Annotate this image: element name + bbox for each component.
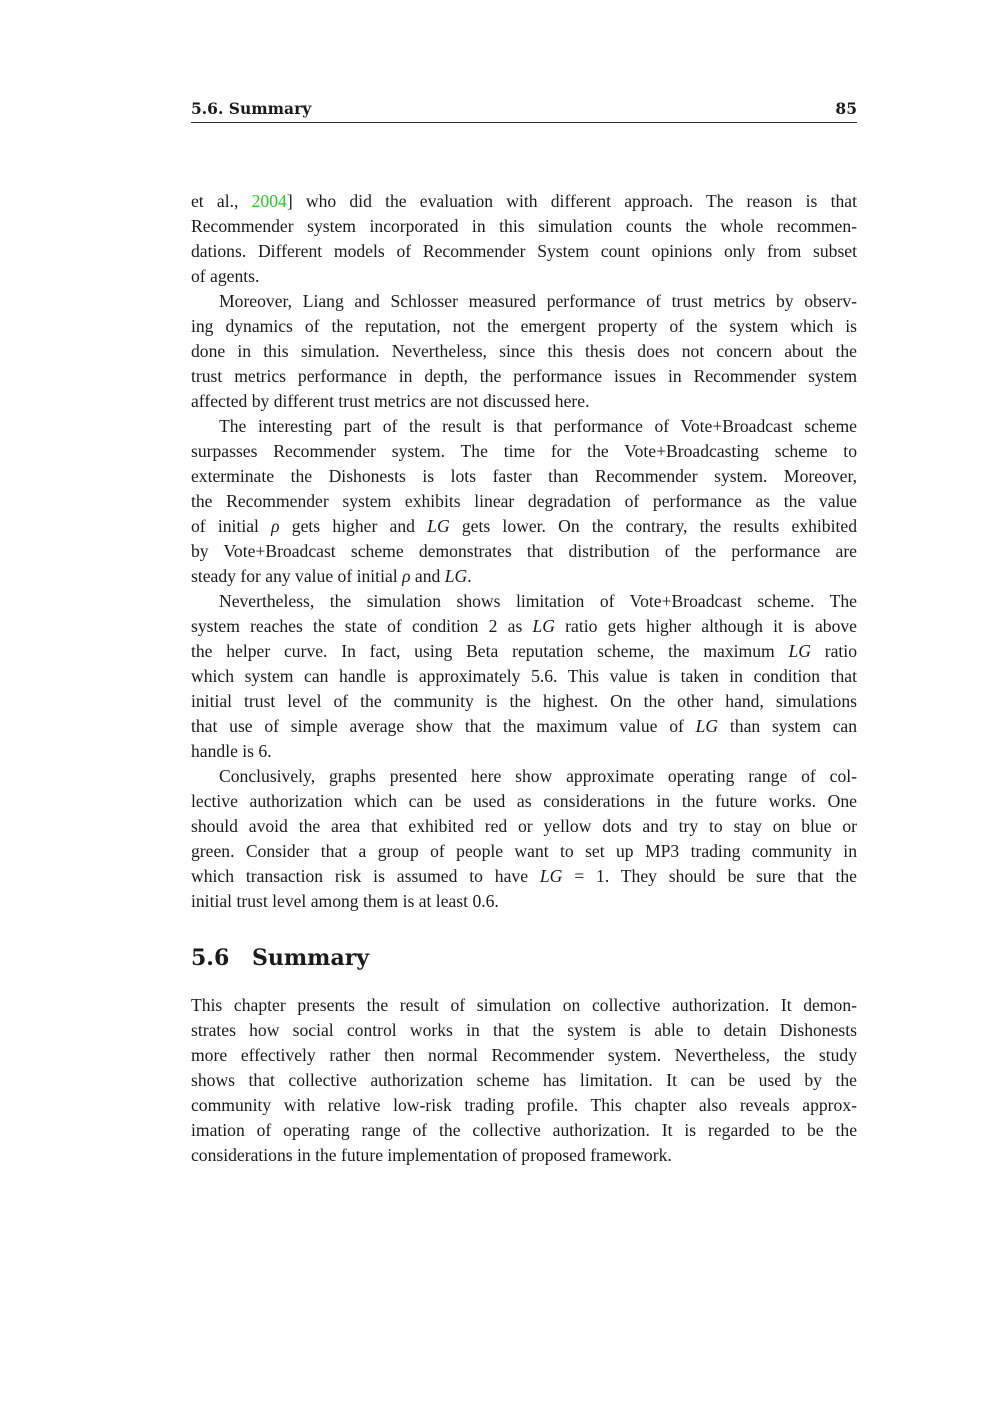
text-line: of initial ρ gets higher and LG gets lower. On the contrary, the results exhibited	[191, 516, 857, 536]
text-line: community with relative low-risk trading profile. This chapter also reveals approx-	[191, 1095, 857, 1115]
text-line: by Vote+Broadcast scheme demonstrates that distribution of the performance are	[191, 541, 857, 561]
text-line: initial trust level of the community is the highest. On the other hand, simulations	[191, 691, 857, 711]
paragraph	[191, 289, 857, 414]
running-header	[191, 98, 857, 123]
math-symbol: LG	[444, 566, 468, 586]
page-number: 85	[835, 99, 857, 118]
text-line: which system can handle is approximately 5.6. This value is taken in condition that	[191, 666, 857, 686]
text-line: strates how social control works in that the system is able to detain Dishonests	[191, 1020, 857, 1040]
text-line: done in this simulation. Nevertheless, since this thesis does not concern about the	[191, 341, 857, 361]
text-line: Conclusively, graphs presented here show approximate operating range of col-	[219, 766, 857, 786]
math-symbol: ρ	[402, 566, 411, 586]
paragraph	[191, 414, 857, 589]
text-line: should avoid the area that exhibited red or yellow dots and try to stay on blue or	[191, 816, 857, 836]
math-symbol: ρ	[271, 516, 280, 536]
running-header-section: 5.6. Summary	[191, 99, 312, 118]
text-line: green. Consider that a group of people want to set up MP3 trading community in	[191, 841, 857, 861]
math-symbol: LG	[532, 616, 555, 636]
text-line: Recommender system incorporated in this simulation counts the whole recommen-	[191, 216, 857, 236]
text-line: that use of simple average show that the maximum value of LG than system can	[191, 716, 857, 736]
math-symbol: LG	[695, 716, 719, 736]
text-line: handle is 6.	[191, 741, 272, 761]
text-line: more effectively rather then normal Recommender system. Nevertheless, the study	[191, 1045, 857, 1065]
paragraph	[191, 589, 857, 764]
text-line: exterminate the Dishonests is lots faster than Recommender system. Moreover,	[191, 466, 857, 486]
body-text	[191, 189, 857, 914]
text-line: The interesting part of the result is that performance of Vote+Broadcast scheme	[219, 416, 857, 436]
text-line: system reaches the state of condition 2 as LG ratio gets higher although it is above	[191, 616, 857, 636]
text-line: steady for any value of initial ρ and LG.	[191, 566, 472, 586]
text-line: the Recommender system exhibits linear degradation of performance as the value	[191, 491, 857, 511]
text-line: trust metrics performance in depth, the performance issues in Recommender system	[191, 366, 857, 386]
text-line: surpasses Recommender system. The time for the Vote+Broadcasting scheme to	[191, 441, 857, 461]
text-line: the helper curve. In fact, using Beta reputation scheme, the maximum LG ratio	[191, 641, 857, 661]
math-symbol: LG	[788, 641, 811, 661]
text-line: imation of operating range of the collective authorization. It is regarded to be the	[191, 1120, 857, 1140]
text-line: ing dynamics of the reputation, not the emergent property of the system which is	[191, 316, 857, 336]
section-heading	[191, 945, 369, 971]
paragraph	[191, 189, 857, 289]
text-line: Nevertheless, the simulation shows limitation of Vote+Broadcast scheme. The	[219, 591, 857, 611]
paragraph	[191, 764, 857, 914]
citation-link[interactable]: 2004	[251, 191, 287, 211]
summary-paragraph	[191, 993, 857, 1168]
text-line: dations. Different models of Recommender System count opinions only from subset	[191, 241, 857, 261]
math-symbol: LG	[539, 866, 563, 886]
math-symbol: LG	[427, 516, 450, 536]
text-line: affected by different trust metrics are not discussed here.	[191, 391, 590, 411]
text-line: Moreover, Liang and Schlosser measured performance of trust metrics by observ-	[219, 291, 857, 311]
text-line: lective authorization which can be used as considerations in the future works. One	[191, 791, 857, 811]
text-line: considerations in the future implementation of proposed framework.	[191, 1145, 672, 1165]
text-line: et al., 2004] who did the evaluation with different approach. The reason is that	[191, 191, 857, 211]
text-line: initial trust level among them is at least 0.6.	[191, 891, 499, 911]
text-line: shows that collective authorization scheme has limitation. It can be used by the	[191, 1070, 857, 1090]
text-line: This chapter presents the result of simulation on collective authorization. It demon-	[191, 995, 857, 1015]
text-line: which transaction risk is assumed to have LG = 1. They should be sure that the	[191, 866, 857, 886]
section-title: Summary	[252, 945, 370, 971]
text-line: of agents.	[191, 266, 260, 286]
section-number: 5.6	[191, 945, 230, 971]
